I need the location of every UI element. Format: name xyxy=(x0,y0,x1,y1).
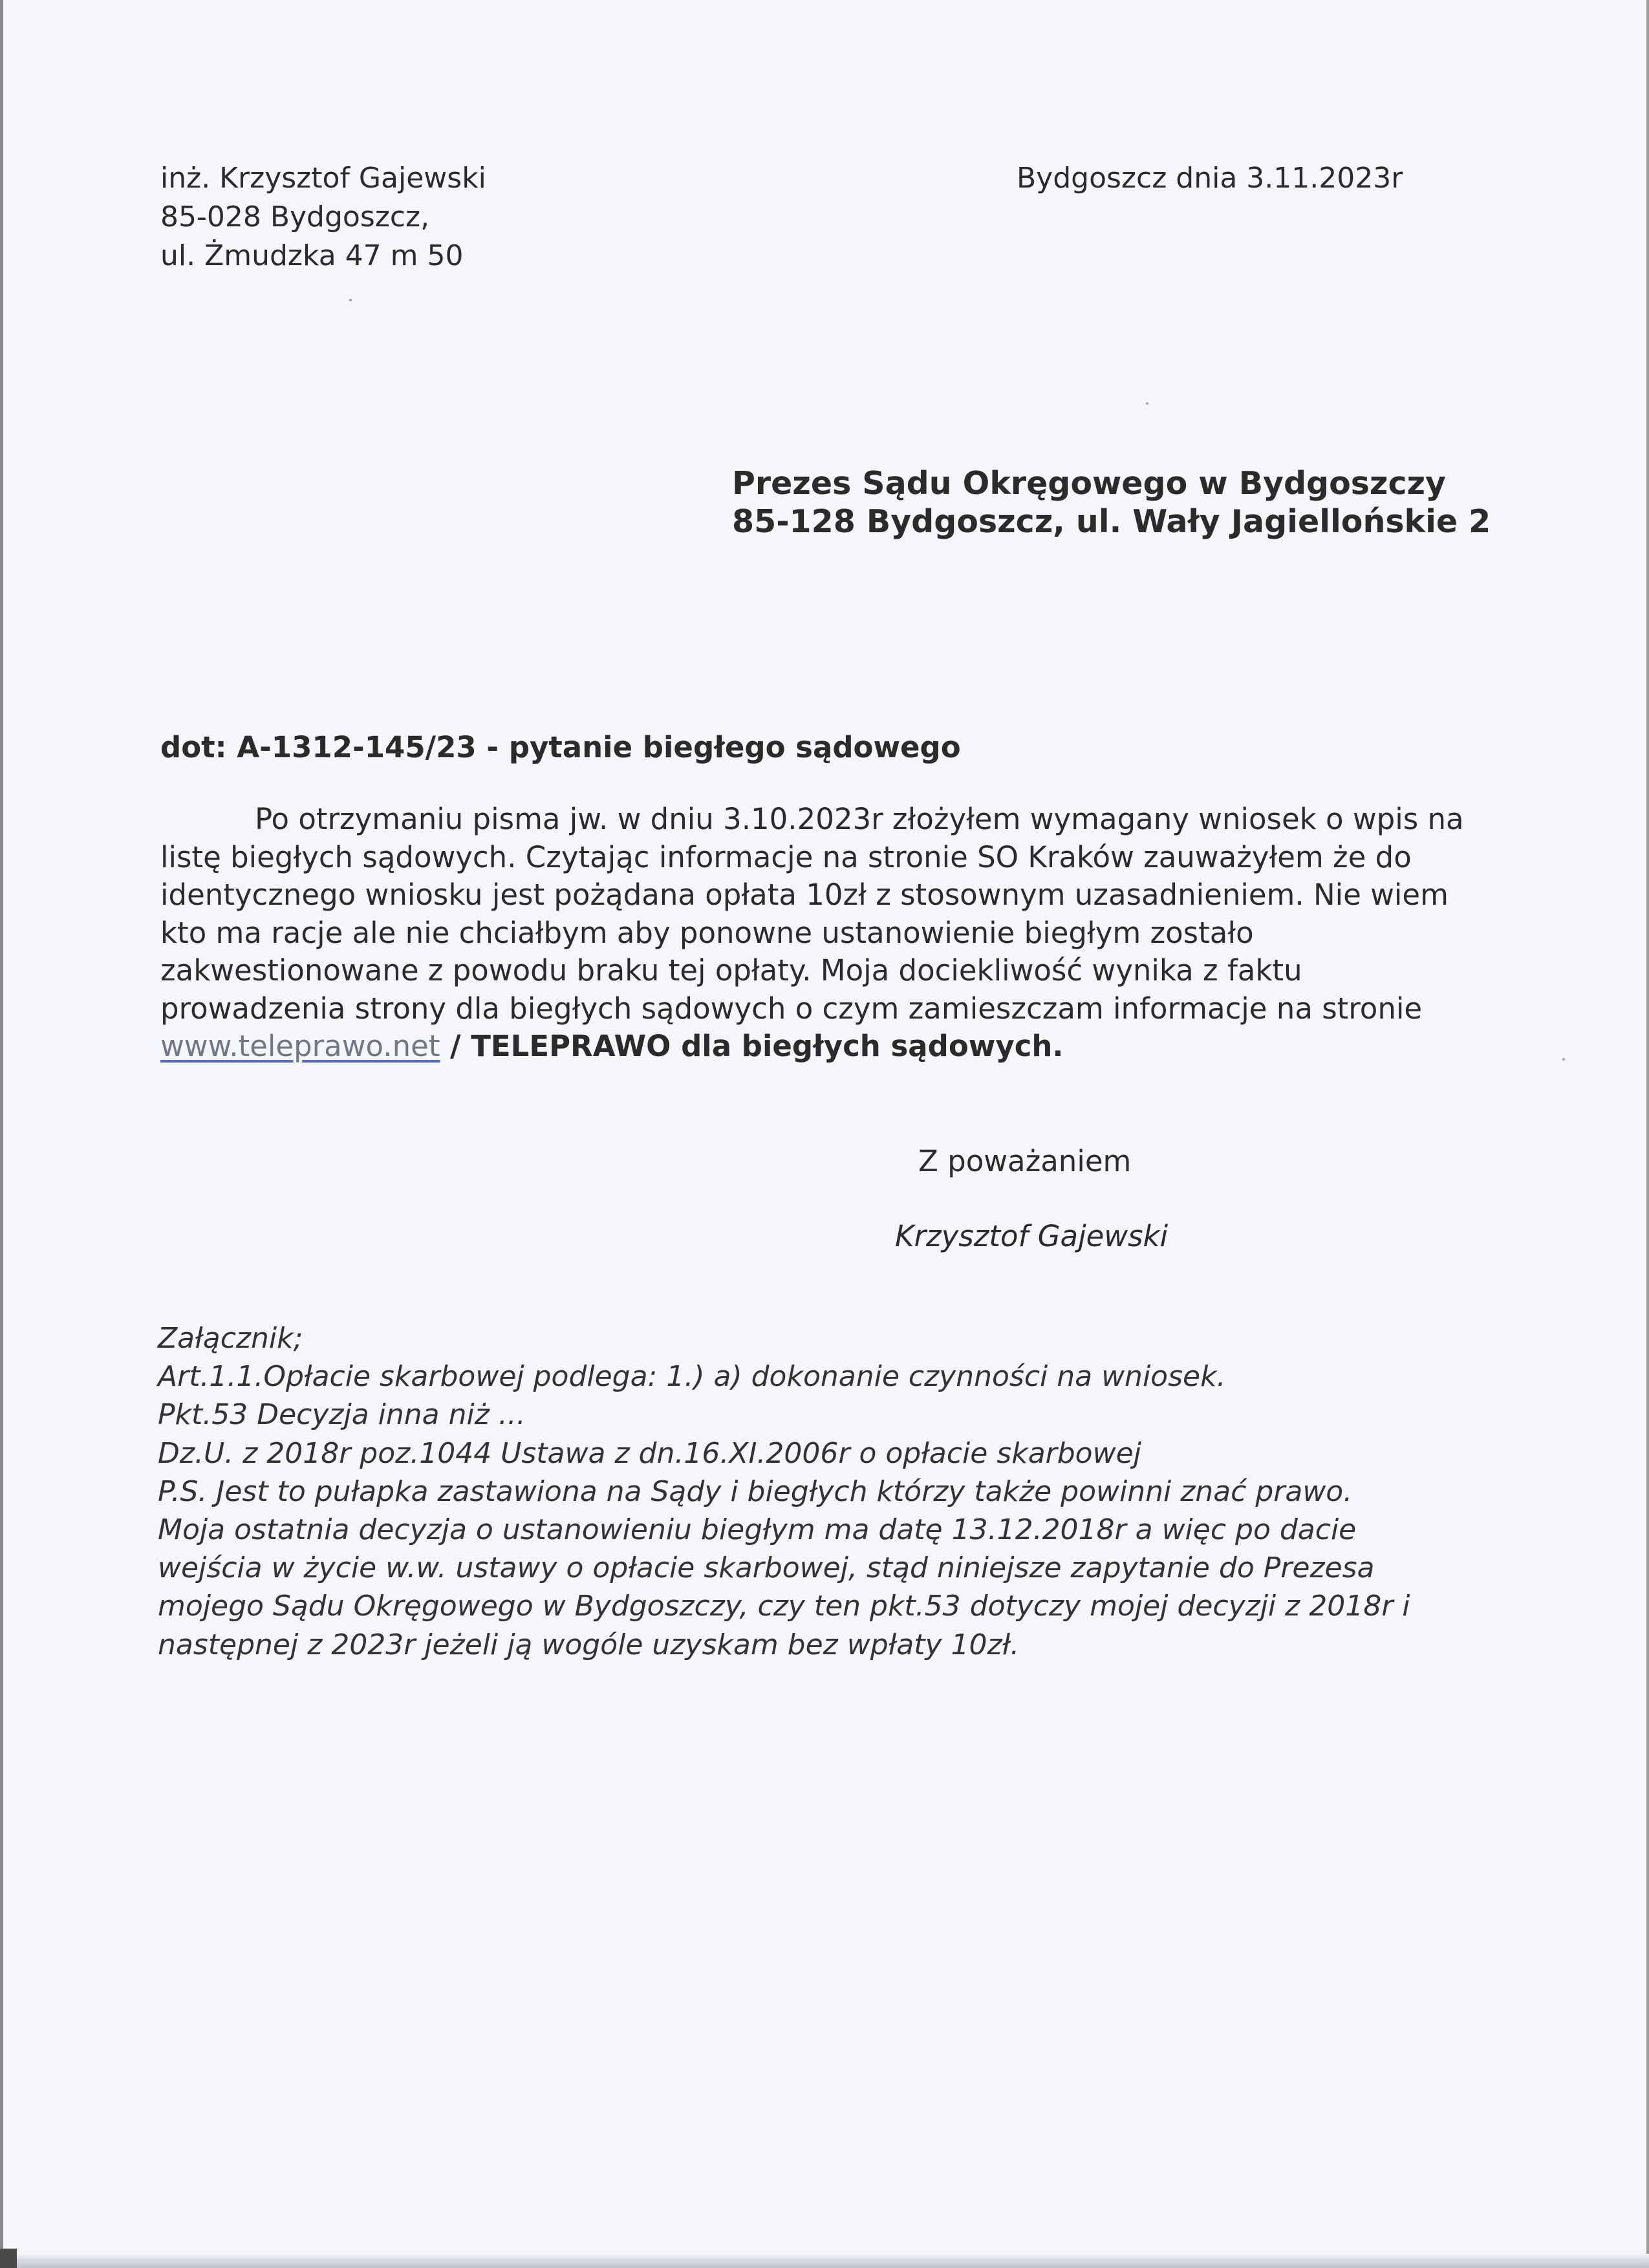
body-line-link xyxy=(160,1028,1467,1066)
body-line: zakwestionowane z powodu braku tej opłaty. Moja dociekliwość wynika z faktu xyxy=(160,953,1302,988)
recipient-address xyxy=(732,464,1491,541)
attachment-line: P.S. Jest to pułapka zastawiona na Sądy i biegłych którzy także powinni znać prawo. xyxy=(158,1474,1353,1508)
signature: Krzysztof Gajewski xyxy=(895,1219,1169,1253)
link-suffix: / TELEPRAWO dla biegłych sądowych. xyxy=(440,1029,1064,1063)
scan-edge-left xyxy=(0,0,3,2268)
sender-city: 85-028 Bydgoszcz, xyxy=(160,200,430,233)
scan-edge-bottom xyxy=(0,2254,1649,2268)
attachment-heading: Załącznik; xyxy=(158,1322,303,1355)
teleprawo-link[interactable]: www.teleprawo.net xyxy=(160,1029,440,1063)
sender-street: ul. Żmudzka 47 m 50 xyxy=(160,239,464,272)
letter-date: Bydgoszcz dnia 3.11.2023r xyxy=(1017,162,1403,195)
recipient-address-line: 85-128 Bydgoszcz, ul. Wały Jagiellońskie 2 xyxy=(732,503,1491,540)
body-line: prowadzenia strony dla biegłych sądowych o czym zamieszczam informacje na stronie xyxy=(160,991,1423,1026)
scan-corner-mark xyxy=(0,2249,17,2268)
attachment-line: Art.1.1.Opłacie skarbowej podlega: 1.) a) dokonanie czynności na wniosek. xyxy=(158,1360,1226,1394)
recipient-title: Prezes Sądu Okręgowego w Bydgoszczy xyxy=(732,465,1446,502)
attachment-line: Pkt.53 Decyzja inna niż ... xyxy=(158,1398,526,1432)
sender-address xyxy=(160,159,486,275)
attachment-line: mojego Sądu Okręgowego w Bydgoszczy, czy ten pkt.53 dotyczy mojej decyzji z 2018r i xyxy=(158,1590,1410,1623)
attachment-line: Moja ostatnia decyzja o ustanowieniu biegłym ma datę 13.12.2018r a więc po dacie xyxy=(158,1513,1357,1547)
scan-speck xyxy=(349,299,352,301)
attachment-line: następnej z 2023r jeżeli ją wogóle uzyskam bez wpłaty 10zł. xyxy=(158,1628,1020,1661)
attachment-section xyxy=(158,1319,1516,1664)
scan-edge-right xyxy=(1646,0,1649,2268)
attachment-line: wejścia w życie w.w. ustawy o opłacie skarbowej, stąd niniejsze zapytanie do Prezesa xyxy=(158,1551,1375,1585)
closing-phrase: Z poważaniem xyxy=(918,1144,1132,1178)
letter-body xyxy=(160,801,1467,1066)
scan-speck xyxy=(1562,1058,1565,1061)
body-line: kto ma racje ale nie chciałbym aby ponowne ustanowienie biegłym zostało xyxy=(160,915,1254,950)
scan-speck xyxy=(1146,402,1148,405)
body-line: identycznego wniosku jest pożądana opłata 10zł z stosownym uzasadnieniem. Nie wiem xyxy=(160,878,1449,912)
letter-subject: dot: A-1312-145/23 - pytanie biegłego sądowego xyxy=(160,730,961,764)
body-line: listę biegłych sądowych. Czytając informacje na stronie SO Kraków zauważyłem że do xyxy=(160,839,1412,874)
sender-name: inż. Krzysztof Gajewski xyxy=(160,162,486,195)
attachment-line: Dz.U. z 2018r poz.1044 Ustawa z dn.16.XI.2006r o opłacie skarbowej xyxy=(158,1436,1141,1470)
body-line: Po otrzymaniu pisma jw. w dniu 3.10.2023r złożyłem wymagany wniosek o wpis na xyxy=(255,802,1464,836)
